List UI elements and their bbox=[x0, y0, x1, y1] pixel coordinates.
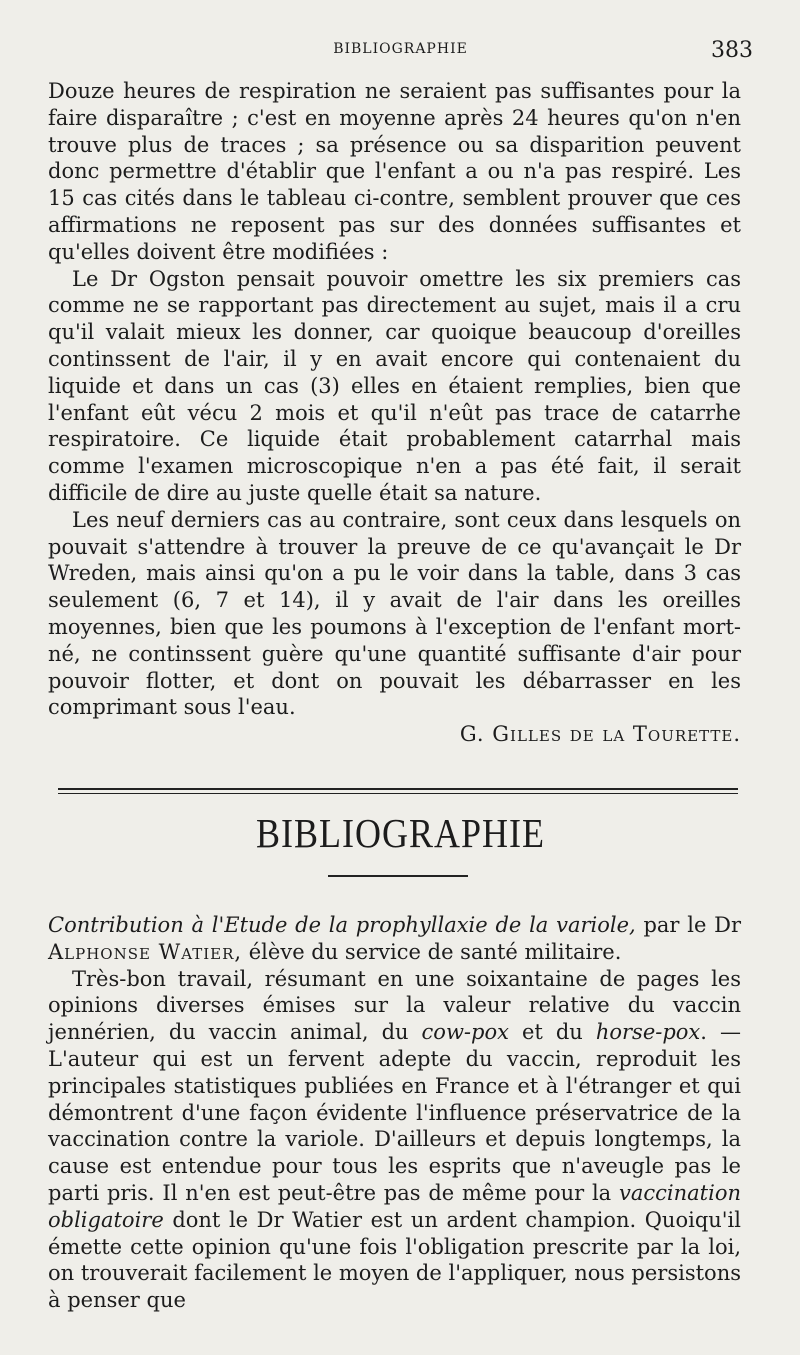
review-citation bbox=[48, 912, 741, 966]
running-header bbox=[48, 38, 753, 62]
italic-term: cow-pox bbox=[421, 1020, 509, 1045]
review-author: Alphonse Watier, bbox=[48, 939, 243, 964]
review-book-title: Contribution à l'Etude de la prophyllaxie de la variole, bbox=[48, 913, 636, 937]
paragraph: Douze heures de respiration ne seraient pas suffisantes pour la faire disparaître ; c'est en moyenne après 24 heures qu'on n'en trouve plus de traces ; sa présence ou sa disparition peuvent donc permettre d'établir que l'enfant a ou n'a pas respiré. Les 15 cas cités dans le tableau ci-contre, semblent prouver que ces affirmations ne reposent pas sur des données suffisantes et qu'elles doivent être modifiées : bbox=[48, 79, 741, 264]
text-run: Très-bon travail, résumant en une soixantaine de pages les opinions diverses émises sur la valeur relative du vaccin jennérien, du vaccin animal, du bbox=[48, 966, 741, 1045]
book-review bbox=[48, 912, 741, 1314]
review-author-role: élève du service de santé militaire. bbox=[242, 939, 622, 964]
paragraph: Le Dr Ogston pensait pouvoir omettre les six premiers cas comme ne se rapportant pas directement au sujet, mais il a cru qu'il valait mieux les donner, car quoique beaucoup d'oreilles continssent de l'air, il y en avait encore qui contenaient du liquide et dans un cas (3) elles en étaient remplies, bien que l'enfant eût vécu 2 mois et qu'il n'eût pas trace de catarrhe respiratoire. Ce liquide était probablement catarrhal mais comme l'examen microscopique n'en a pas été fait, il serait difficile de dire au juste quelle était sa nature. bbox=[48, 266, 741, 505]
italic-term: vaccination obligatoire bbox=[48, 1180, 741, 1232]
text-run: et du bbox=[508, 1020, 596, 1045]
text-run: dont le Dr Watier est un ardent champion. Quoiqu'il émette cette opinion qu'une fois l'obligation prescrite par la loi, on trouverait facilement le moyen de l'appliquer, nous persistons à penser que bbox=[48, 1207, 741, 1313]
italic-term: horse-pox bbox=[595, 1020, 701, 1045]
author-signature: G. Gilles de la Tourette. bbox=[459, 722, 741, 747]
text-run: . — L'auteur qui est un fervent adepte du vaccin, reproduit les principales statistiques publiées en France et à l'étranger et qui démontrent d'une façon évidente l'influence préservatrice de la vaccination contre la variole. D'ailleurs et depuis longtemps, la cause est entendue pour tous les esprits que n'aveugle pas le parti pris. Il n'en est peut-être pas de même pour la bbox=[48, 1020, 741, 1205]
paragraph: Les neuf derniers cas au contraire, sont ceux dans lesquels on pouvait s'attendre à trouver la preuve de ce qu'avançait le Dr Wreden, mais ainsi qu'on a pu le voir dans la table, dans 3 cas seulement (6, 7 et 14), il y avait de l'air dans les oreilles moyennes, bien que les poumons à l'exception de l'enfant mort-né, ne continssent guère qu'une quantité suffisante d'air pour pouvoir flotter, et dont on pouvait les débarrasser en les comprimant sous l'eau. bbox=[48, 507, 741, 720]
heading-underline bbox=[328, 875, 468, 877]
page-number: 383 bbox=[711, 38, 753, 63]
running-header-title: BIBLIOGRAPHIE bbox=[333, 41, 468, 57]
review-paragraph bbox=[48, 966, 741, 1314]
section-divider bbox=[58, 788, 738, 794]
review-citation-text: par le Dr bbox=[635, 913, 742, 937]
section-heading: BIBLIOGRAPHIE bbox=[256, 810, 545, 856]
article-continuation bbox=[48, 78, 741, 748]
